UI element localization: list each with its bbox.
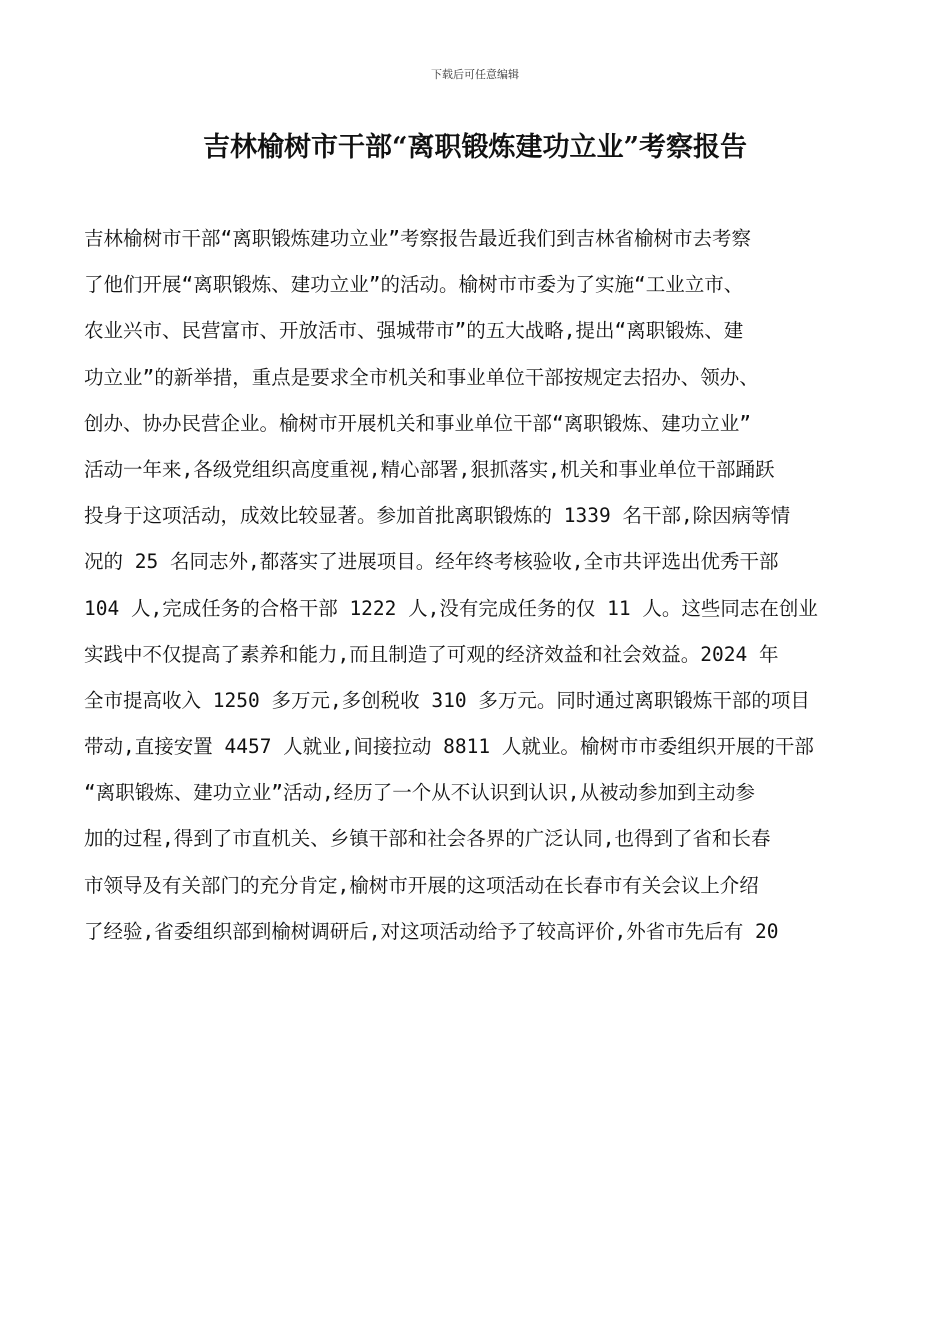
body-line: 况的 25 名同志外,都落实了进展项目。经年终考核验收,全市共评选出优秀干部 [84, 550, 779, 574]
body-line: “离职锻炼、建功立业”活动,经历了一个从不认识到认识,从被动参加到主动参 [84, 781, 755, 805]
header-note: 下载后可任意编辑 [431, 68, 519, 81]
document-title: 吉林榆树市干部“离职锻炼建功立业”考察报告 [202, 132, 748, 163]
body-line: 实践中不仅提高了素养和能力,而且制造了可观的经济效益和社会效益。2024 年 [84, 642, 779, 666]
body-line: 投身于这项活动，成效比较显著。参加首批离职锻炼的 1339 名干部,除因病等情 [84, 504, 791, 528]
body-line: 市领导及有关部门的充分肯定,榆树市开展的这项活动在长春市有关会议上介绍 [84, 873, 759, 897]
body-line: 创办、协办民营企业。榆树市开展机关和事业单位干部“离职锻炼、建功立业” [84, 411, 751, 435]
body-line: 了他们开展“离职锻炼、建功立业”的活动。榆树市市委为了实施“工业立市、 [84, 273, 744, 297]
body-line: 农业兴市、民营富市、开放活市、强城带市”的五大战略,提出“离职锻炼、建 [84, 319, 744, 343]
body-line: 全市提高收入 1250 多万元,多创税收 310 多万元。同时通过离职锻炼干部的项目 [84, 688, 810, 712]
document-body [84, 216, 870, 1196]
body-line: 吉林榆树市干部“离职锻炼建功立业”考察报告最近我们到吉林省榆树市去考察 [84, 227, 751, 250]
body-line: 带动,直接安置 4457 人就业,间接拉动 8811 人就业。榆树市市委组织开展的干部 [84, 735, 814, 759]
body-line: 功立业”的新举措，重点是要求全市机关和事业单位干部按规定去招办、领办、 [84, 365, 759, 389]
body-line: 活动一年来,各级党组织高度重视,精心部署,狠抓落实,机关和事业单位干部踊跃 [84, 457, 775, 481]
body-line: 了经验,省委组织部到榆树调研后,对这项活动给予了较高评价,外省市先后有 20 [84, 919, 779, 943]
body-line: 加的过程,得到了市直机关、乡镇干部和社会各界的广泛认同,也得到了省和长春 [84, 827, 771, 851]
body-line: 104 人,完成任务的合格干部 1222 人,没有完成任务的仅 11 人。这些同志在创业 [84, 596, 818, 620]
